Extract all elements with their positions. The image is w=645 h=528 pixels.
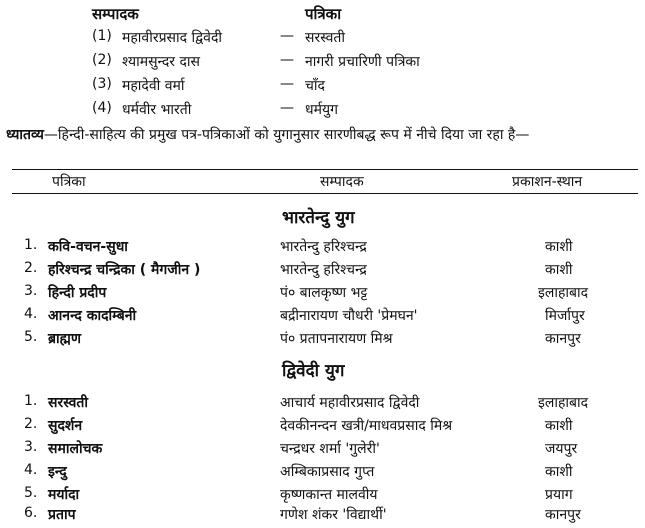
pair-magazine: नागरी प्रचारिणी पत्रिका — [305, 54, 420, 70]
editor-pair-row — [0, 76, 645, 100]
row-number: 6. — [24, 505, 38, 521]
pair-editor: श्यामसुन्दर दास — [122, 54, 200, 70]
table-row — [0, 237, 645, 260]
row-place: कानपुर — [545, 507, 581, 523]
table-row — [0, 306, 645, 329]
pair-editor: महावीरप्रसाद द्विवेदी — [122, 30, 223, 46]
row-magazine: सरस्वती — [48, 395, 89, 411]
table-header-editor: सम्पादक — [320, 174, 364, 190]
row-number: 5. — [24, 329, 38, 345]
row-number: 1. — [24, 393, 38, 409]
row-number: 1. — [24, 237, 38, 253]
pair-dash: — — [280, 28, 294, 44]
row-place: काशी — [545, 239, 573, 255]
row-magazine: मर्यादा — [48, 487, 80, 503]
row-editor: आचार्य महावीरप्रसाद द्विवेदी — [280, 395, 420, 411]
row-magazine: समालोचक — [48, 441, 103, 457]
row-editor: भारतेन्दु हरिश्चन्द्र — [280, 239, 367, 255]
row-magazine: आनन्द कादम्बिनी — [48, 308, 137, 324]
row-editor: कृष्णकान्त मालवीय — [280, 487, 378, 503]
table-row — [0, 260, 645, 283]
note-text: —हिन्दी-साहित्य की प्रमुख पत्र-पत्रिकाओं को युगानुसार सारणीबद्ध रूप में नीचे दिया जा रहा है— — [43, 127, 530, 143]
pair-magazine: चाँद — [305, 78, 325, 94]
row-place: काशी — [545, 262, 573, 278]
row-place: जयपुर — [545, 441, 578, 457]
pair-number: (3) — [92, 76, 112, 92]
row-magazine: कवि-वचन-सुधा — [48, 239, 128, 255]
row-number: 4. — [24, 462, 38, 478]
editor-pair-row — [0, 100, 645, 124]
section-title: द्विवेदी युग — [282, 361, 345, 381]
table-row — [0, 393, 645, 416]
row-editor: बद्रीनारायण चौधरी 'प्रेमघन' — [280, 308, 418, 324]
pair-number: (4) — [92, 100, 112, 116]
row-magazine: इन्दु — [48, 464, 67, 480]
table-row — [0, 329, 645, 352]
row-number: 3. — [24, 283, 38, 299]
pair-dash: — — [280, 100, 294, 116]
row-number: 5. — [24, 485, 38, 501]
pair-dash: — — [280, 52, 294, 68]
note-paragraph — [6, 124, 636, 147]
row-place: प्रयाग — [545, 487, 573, 503]
section-title: भारतेन्दु युग — [282, 208, 355, 228]
note-label: ध्यातव्य — [6, 127, 44, 143]
magazine-column-header: पत्रिका — [305, 5, 342, 23]
pair-editor: धर्मवीर भारती — [122, 102, 192, 118]
pair-editor: महादेवी वर्मा — [122, 78, 185, 94]
row-place: इलाहाबाद — [538, 285, 589, 301]
editor-pair-row — [0, 52, 645, 76]
row-editor: पं० प्रतापनारायण मिश्र — [280, 331, 393, 347]
row-place: काशी — [545, 464, 573, 480]
pair-magazine: धर्मयुग — [305, 102, 338, 118]
pair-number: (2) — [92, 52, 112, 68]
row-magazine: सुदर्शन — [48, 418, 83, 434]
row-magazine: हरिश्चन्द्र चन्द्रिका ( मैगजीन ) — [48, 262, 201, 278]
row-number: 2. — [24, 416, 38, 432]
table-row — [0, 462, 645, 485]
table-row — [0, 439, 645, 462]
table-row — [0, 505, 645, 528]
row-number: 4. — [24, 306, 38, 322]
table-header-magazine: पत्रिका — [52, 174, 86, 190]
row-place: मिर्जापुर — [545, 308, 585, 324]
row-editor: भारतेन्दु हरिश्चन्द्र — [280, 262, 367, 278]
table-header-rule — [12, 193, 638, 194]
row-place: इलाहाबाद — [538, 395, 589, 411]
row-magazine: प्रताप — [48, 507, 76, 523]
editor-pair-row — [0, 28, 645, 52]
pair-magazine: सरस्वती — [305, 30, 346, 46]
row-editor: पं० बालकृष्ण भट्ट — [280, 285, 368, 301]
table-row — [0, 283, 645, 306]
table-row — [0, 416, 645, 439]
table-top-rule — [12, 169, 638, 170]
pair-dash: — — [280, 76, 294, 92]
row-place: कानपुर — [545, 331, 581, 347]
row-number: 3. — [24, 439, 38, 455]
table-header-place: प्रकाशन-स्थान — [512, 174, 583, 190]
row-editor: चन्द्रधर शर्मा 'गुलेरी' — [280, 441, 380, 457]
row-magazine: हिन्दी प्रदीप — [48, 285, 107, 301]
pair-number: (1) — [92, 28, 112, 44]
row-editor: देवकीनन्दन खत्री/माधवप्रसाद मिश्र — [280, 418, 453, 434]
row-place: काशी — [545, 418, 573, 434]
row-editor: गणेश शंकर 'विद्यार्थी' — [280, 507, 387, 523]
row-magazine: ब्राह्मण — [48, 331, 81, 347]
editor-column-header: सम्पादक — [92, 5, 139, 23]
row-number: 2. — [24, 260, 38, 276]
row-editor: अम्बिकाप्रसाद गुप्त — [280, 464, 375, 480]
